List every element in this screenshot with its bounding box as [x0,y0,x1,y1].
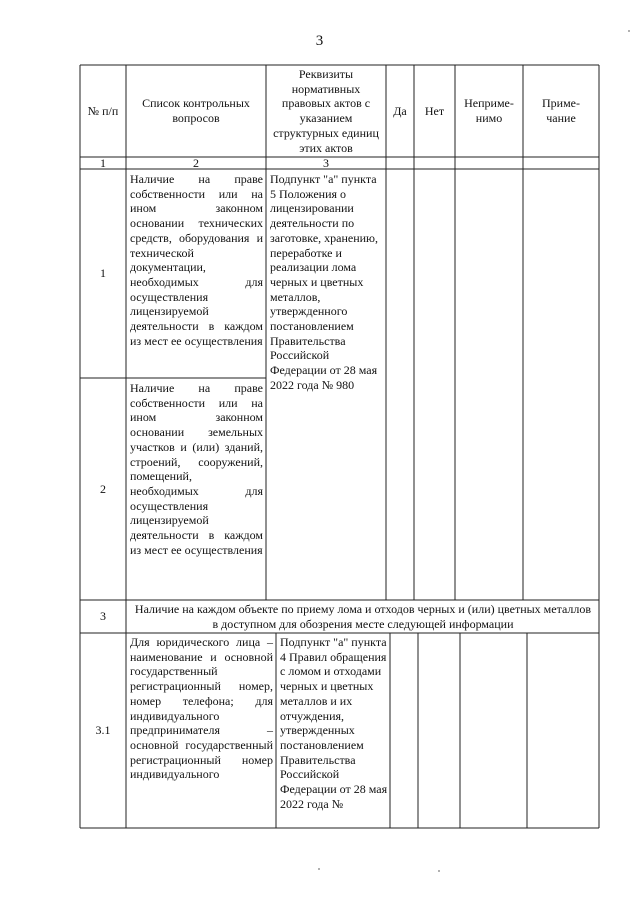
index-cell-1: 1 [100,156,106,170]
scan-speck [318,868,320,870]
row-1-2-requisites: Подпункт "а" пункта 5 Положения о лицензировании деятельности по заготовке, хранению, переработке и реализации лома черных и цветных металлов, утвержденного постановлением Правительства Российской Федерации от 28 мая 2022 года № 980 [270,172,379,392]
header-not-applicable [457,65,521,157]
header-note-label: Приме-чание [541,96,580,125]
header-requisites [268,67,384,157]
header-requisites-label: Реквизиты нормативных правовых актов с указанием структурных единиц этих актов [273,67,379,155]
index-cell-2: 2 [193,156,199,170]
row-3-1-number [80,633,126,828]
header-yes [386,65,414,157]
row-3-1-question: Для юридического лица – наименование и основной государственный регистрационный номер, номер телефона; для индивидуального предпринимателя – основной государственный регистрационный номер индивидуального [130,635,273,782]
header-number [80,65,126,157]
header-yes-label: Да [393,103,407,118]
header-note [525,65,597,157]
header-no-label: Нет [424,103,445,118]
row-3-1-requisites: Подпункт "а" пункта 4 Правил обращения с ломом и отходами черных и цветных металлов и их отчуждения, утвержденных постановлением Правительства Российской Федерации от 28 мая 2022 года № [280,635,388,811]
scan-speck [628,30,630,32]
row-1-question: Наличие на праве собственности или на ином законном основании технических средств, оборудования и технической документации, необходимых для осуществления лицензируемой деятельности в каждом из мест ее осуществления [130,172,263,348]
index-cell-3: 3 [323,156,329,170]
row-2-number-label: 2 [100,481,106,496]
page-number: 3 [315,33,325,49]
header-questions [128,65,264,157]
header-no [414,65,455,157]
header-questions-label: Список контрольных вопросов [142,96,250,125]
header-number-label: № п/п [87,103,119,118]
row-2-question: Наличие на праве собственности или на ином законном основании земельных участков и (или) зданий, строений, сооружений, помещений, необходимых для осуществления лицензируемой деятельности в каждом из мест ее осуществления [130,381,263,557]
row-3-1-number-label: 3.1 [95,723,111,738]
row-1-number-label: 1 [100,266,106,281]
row-1-number [80,169,126,378]
row-3-number [80,600,126,633]
scan-speck [438,870,440,872]
row-2-number [80,378,126,600]
header-not-applicable-label: Неприме-нимо [464,96,514,125]
row-3-number-label: 3 [100,609,106,624]
row-3-heading: Наличие на каждом объекте по приему лома и отходов черных и (или) цветных металлов в доступном для обозрения месте следующей информации [134,602,592,631]
